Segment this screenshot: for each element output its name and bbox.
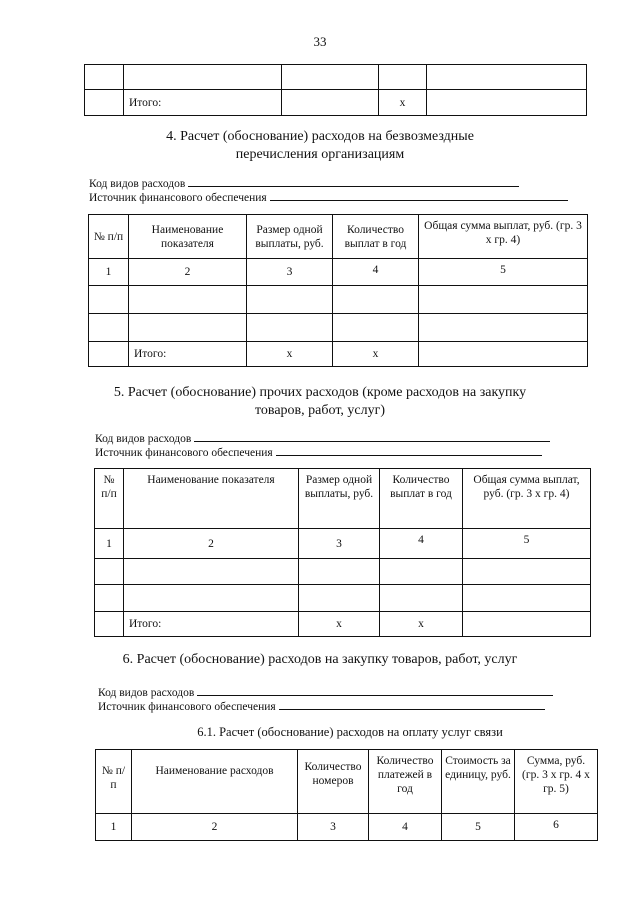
section-6-title: 6. Расчет (обоснование) расходов на закупку товаров, работ, услуг [122,652,518,667]
x-mark: х [333,342,419,367]
column-number: 1 [89,259,129,286]
table-cell [463,612,591,637]
table-cell [95,612,124,637]
column-number: 5 [419,259,588,286]
column-number: 4 [333,259,419,286]
page-number: 33 [313,34,327,49]
table-cell [333,314,419,342]
s4-ist-field [89,190,568,204]
table-cell [85,90,124,116]
section-4-title-line1: 4. Расчет (обоснование) расходов на безвозмездные [166,129,474,144]
table-cell [299,585,380,612]
s5-table [94,468,591,637]
table-cell [282,65,379,90]
table-cell [379,65,427,90]
ist-label: Источник финансового обеспечения [89,192,267,204]
table-cell [333,286,419,314]
ist-label: Источник финансового обеспечения [95,447,273,459]
x-mark: х [299,612,380,637]
table-cell [85,65,124,90]
column-number: 5 [442,814,515,841]
section-5-title [0,384,640,420]
table-cell [89,342,129,367]
header-cell: Размер одной выплаты, руб. [299,469,380,529]
s5-ist-field [95,445,542,459]
column-number: 4 [369,814,442,841]
header-cell: № п/п [96,750,132,814]
table-cell [419,286,588,314]
table-cell [419,342,588,367]
table-cell [124,65,282,90]
table-cell [89,314,129,342]
column-number: 2 [124,529,299,559]
s5-kod-field [95,431,550,445]
header-cell: № п/п [89,215,129,259]
ist-input-line[interactable] [279,699,545,710]
table-cell [419,314,588,342]
table-cell [247,314,333,342]
column-number: 2 [132,814,298,841]
s4-table [88,214,588,367]
table-cell [299,559,380,585]
table-cell [282,90,379,116]
s4-kod-field [89,176,519,190]
table-cell [129,286,247,314]
section-4-title-line2: перечисления организациям [235,147,405,162]
header-cell: Общая сумма выплат, руб. (гр. 3 х гр. 4) [463,469,591,529]
column-number: 3 [298,814,369,841]
total-label: Итого: [129,342,247,367]
header-cell: Количество платежей в год [369,750,442,814]
table-cell [95,585,124,612]
s6-table [95,749,598,841]
kod-label: Код видов расходов [95,433,192,445]
kod-input-line[interactable] [194,431,550,442]
table-cell [427,65,587,90]
header-cell: Стоимость за единицу, руб. [442,750,515,814]
table-cell [380,559,463,585]
table-cell [124,585,299,612]
table-cell [124,559,299,585]
ist-input-line[interactable] [270,190,568,201]
top-table [84,64,587,116]
column-number: 6 [515,814,598,841]
table-cell [89,286,129,314]
x-mark: х [380,612,463,637]
header-cell: Размер одной выплаты, руб. [247,215,333,259]
header-cell: Наименование показателя [124,469,299,529]
column-number: 4 [380,529,463,559]
table-cell [129,314,247,342]
section-4-title [0,128,640,164]
header-cell: Наименование расходов [132,750,298,814]
s6-ist-field [98,699,545,713]
x-mark: х [379,90,427,116]
header-cell: Наименование показателя [129,215,247,259]
kod-label: Код видов расходов [89,178,186,190]
column-number: 3 [299,529,380,559]
column-number: 2 [129,259,247,286]
section-5-title-line1: 5. Расчет (обоснование) прочих расходов (кроме расходов на закупку [113,385,527,400]
table-cell [427,90,587,116]
table-cell [380,585,463,612]
column-number: 3 [247,259,333,286]
table-cell [247,286,333,314]
header-cell: Сумма, руб. (гр. 3 х гр. 4 х гр. 5) [515,750,598,814]
header-cell: Количество выплат в год [380,469,463,529]
table-cell [95,559,124,585]
kod-input-line[interactable] [188,176,519,187]
section-5-title-line2: товаров, работ, услуг) [254,403,385,418]
section-6-1-title: 6.1. Расчет (обоснование) расходов на оплату услуг связи [197,725,503,739]
total-label: Итого: [124,90,282,116]
column-number: 1 [96,814,132,841]
ist-label: Источник финансового обеспечения [98,701,276,713]
header-cell: № п/п [95,469,124,529]
header-cell: Общая сумма выплат, руб. (гр. 3 х гр. 4) [419,215,588,259]
x-mark: х [247,342,333,367]
header-cell: Количество номеров [298,750,369,814]
total-label: Итого: [124,612,299,637]
header-cell: Количество выплат в год [333,215,419,259]
column-number: 5 [463,529,591,559]
s6-kod-field [98,685,553,699]
kod-input-line[interactable] [197,685,553,696]
ist-input-line[interactable] [276,445,542,456]
table-cell [463,559,591,585]
table-cell [463,585,591,612]
kod-label: Код видов расходов [98,687,195,699]
column-number: 1 [95,529,124,559]
